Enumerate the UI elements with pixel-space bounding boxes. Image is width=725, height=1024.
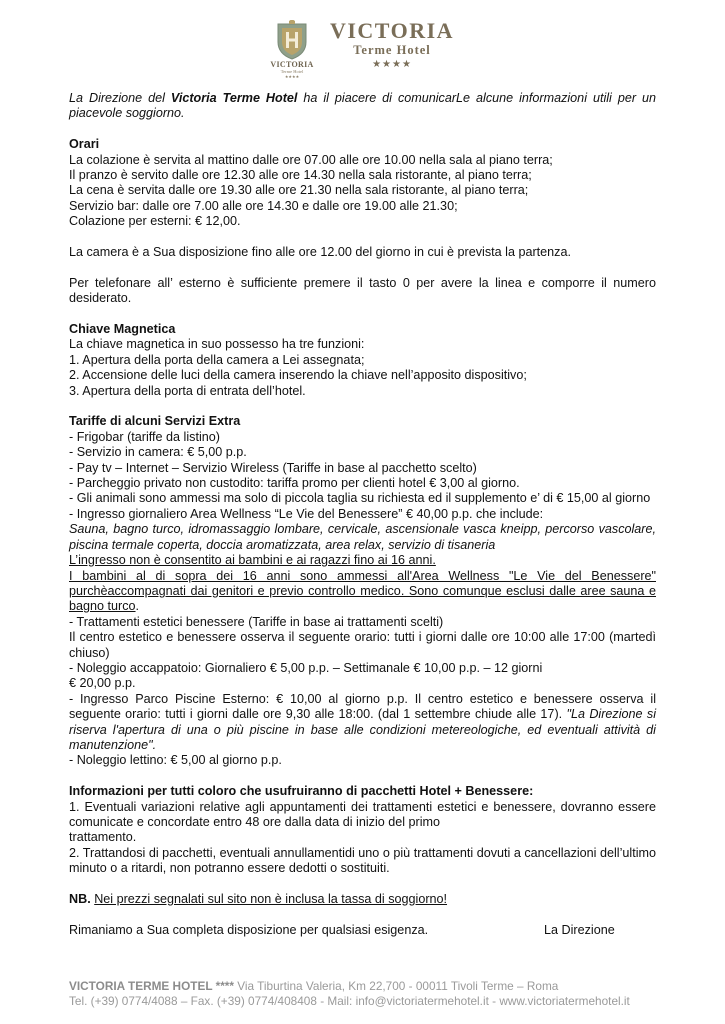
signature: La Direzione: [544, 922, 615, 937]
parco-piscine-text: - Ingresso Parco Piscine Esterno: € 10,00 al giorno p.p. Il centro estetico e benessere osserva il seguente orario: tutti i giorni dalle ore 9,30 alle 18:00. (dal 1 settembre chiude alle 17).: [69, 691, 656, 722]
nb-text: Nei prezzi segnalati sul sito non è inclusa la tassa di soggiorno!: [94, 892, 448, 907]
hotel-name: Victoria Terme Hotel: [170, 91, 298, 105]
orari-line: La cena è servita dalle ore 19.30 alle ore 21.30 nella sala ristorante, al piano terra;: [69, 183, 529, 198]
chiave-line: 3. Apertura della porta di entrata dell’hotel.: [69, 383, 306, 398]
parco-piscine-note: "La Direzione si riserva l'apertura di una o più piscine in base alle condizioni metereologiche, ed eventuali attività di manutenzione".: [69, 707, 656, 752]
crest-icon: [272, 20, 312, 60]
crest-stars: ★★★★: [284, 74, 300, 79]
centro-estetico-orario: Il centro estetico e benessere osserva il seguente orario: tutti i giorni dalle ore 10:00 alle 17:00 (martedì chiuso): [69, 630, 656, 660]
footer-hotel-name: VICTORIA TERME HOTEL ****: [69, 979, 234, 993]
closing-row: [69, 923, 656, 938]
crest-subtitle: Terme Hotel: [280, 69, 304, 74]
brand-subtitle: Terme Hotel: [353, 43, 431, 57]
wellness-minors-text: I bambini al di sopra dei 16 anni sono ammessi all'Area Wellness "Le Vie del Benessere" purchèaccompagnati dai genitori e previo controllo medico. Sono comunque esclusi dalle aree sauna e bagno turco: [69, 568, 656, 614]
nb-label: NB.: [69, 892, 91, 907]
tariffe-item: - Gli animali sono ammessi ma solo di piccola taglia su richiesta ed il supplemento e’ di € 15,00 al giorno: [69, 491, 651, 506]
orari-line: Servizio bar: dalle ore 7.00 alle ore 14.30 e dalle ore 19.00 alle 21.30;: [69, 198, 458, 213]
telefono-paragraph: Per telefonare all’ esterno è sufficiente premere il tasto 0 per avere la linea e comporre il numero desiderato.: [69, 275, 656, 306]
wellness-includes: Sauna, bagno turco, idromassaggio lombare, cervicale, ascensionale vasca kneipp, percorso vascolare, piscina termale coperta, doccia aromatizzata, area relax, servizio di tisaneria: [69, 522, 656, 552]
orari-line: Il pranzo è servito dalle ore 12.30 alle ore 14.30 nella sala ristorante, al piano terra;: [69, 168, 532, 183]
tariffe-item: - Trattamenti estetici benessere (Tariffe in base ai trattamenti scelti): [69, 614, 444, 629]
parco-piscine-item: [69, 692, 656, 754]
tariffe-item: - Pay tv – Internet – Servizio Wireless (Tariffe in base al pacchetto scelto): [69, 460, 477, 475]
crest-name: VICTORIA: [270, 60, 314, 69]
wellness-minors-rule: [69, 569, 656, 615]
tariffe-item: - Frigobar (tariffe da listino): [69, 429, 220, 444]
orari-line: Colazione per esterni: € 12,00.: [69, 214, 241, 229]
footer: [69, 979, 669, 1009]
letter-body: [69, 91, 656, 938]
footer-contacts: Tel. (+39) 0774/4088 – Fax. (+39) 0774/408408 - Mail: info@victoriatermehotel.it - www.victoriatermehotel.it: [69, 994, 630, 1008]
chiave-heading: Chiave Magnetica: [69, 322, 176, 337]
pacchetti-heading: Informazioni per tutti coloro che usufruiranno di pacchetti Hotel + Benessere:: [69, 784, 534, 799]
tariffe-item: € 20,00 p.p.: [69, 676, 136, 691]
orari-line: La colazione è servita al mattino dalle ore 07.00 alle ore 10.00 nella sala al piano terra;: [69, 152, 553, 167]
camera-paragraph: La camera è a Sua disposizione fino alle ore 12.00 del giorno in cui è prevista la partenza.: [69, 245, 571, 260]
chiave-line: 1. Apertura della porta della camera a Lei assegnata;: [69, 352, 365, 367]
hotel-logo: [262, 16, 462, 78]
wellness-age-rule: L’ingresso non è consentito ai bambini e ai ragazzi fino ai 16 anni.: [69, 553, 436, 568]
intro-paragraph: [69, 91, 656, 122]
tariffe-item: - Servizio in camera: € 5,00 p.p.: [69, 445, 247, 460]
tariffe-heading: Tariffe di alcuni Servizi Extra: [69, 414, 241, 429]
pacchetti-item: 2. Trattandosi di pacchetti, eventuali annullamentidi uno o più trattamenti dovuti a cancellazioni dell’ultimo minuto o a ritardi, non potranno essere dedotti o sostituiti.: [69, 845, 656, 876]
footer-address: Via Tiburtina Valeria, Km 22,700 - 00011 Tivoli Terme – Roma: [233, 979, 559, 993]
pacchetti-item: 1. Eventuali variazioni relative agli appuntamenti dei trattamenti estetici e benessere, dovranno essere comunicate e concordate entro 48 ore dalla data di inizio del primo: [69, 799, 656, 829]
chiave-line: 2. Accensione delle luci della camera inserendo la chiave nell’apposito dispositivo;: [69, 368, 527, 383]
brand-stars: ★★★★: [372, 59, 412, 70]
tariffe-item: - Ingresso giornaliero Area Wellness “Le Vie del Benessere” € 40,00 p.p. che include:: [69, 506, 544, 521]
tariffe-item: - Noleggio accappatoio: Giornaliero € 5,00 p.p. – Settimanale € 10,00 p.p. – 12 giorni: [69, 660, 543, 675]
brand-name: VICTORIA: [329, 18, 455, 43]
footer-address-line: [69, 979, 669, 994]
orari-heading: Orari: [69, 137, 100, 152]
closing-text: Rimaniamo a Sua completa disposizione per qualsiasi esigenza.: [69, 922, 429, 937]
tariffe-item: - Parcheggio privato non custodito: tariffa promo per clienti hotel € 3,00 al giorno.: [69, 476, 520, 491]
tariffe-item: - Noleggio lettino: € 5,00 al giorno p.p.: [69, 753, 282, 768]
chiave-line: La chiave magnetica in suo possesso ha tre funzioni:: [69, 337, 365, 352]
intro-text-end: ha il piacere di comunicarLe alcune informazioni utili per un piacevole soggiorno.: [69, 91, 656, 121]
nb-note: [69, 892, 656, 907]
intro-text: La Direzione del: [69, 91, 171, 105]
pacchetti-item-cont: trattamento.: [69, 830, 137, 845]
wellness-minors-end: .: [135, 599, 140, 614]
